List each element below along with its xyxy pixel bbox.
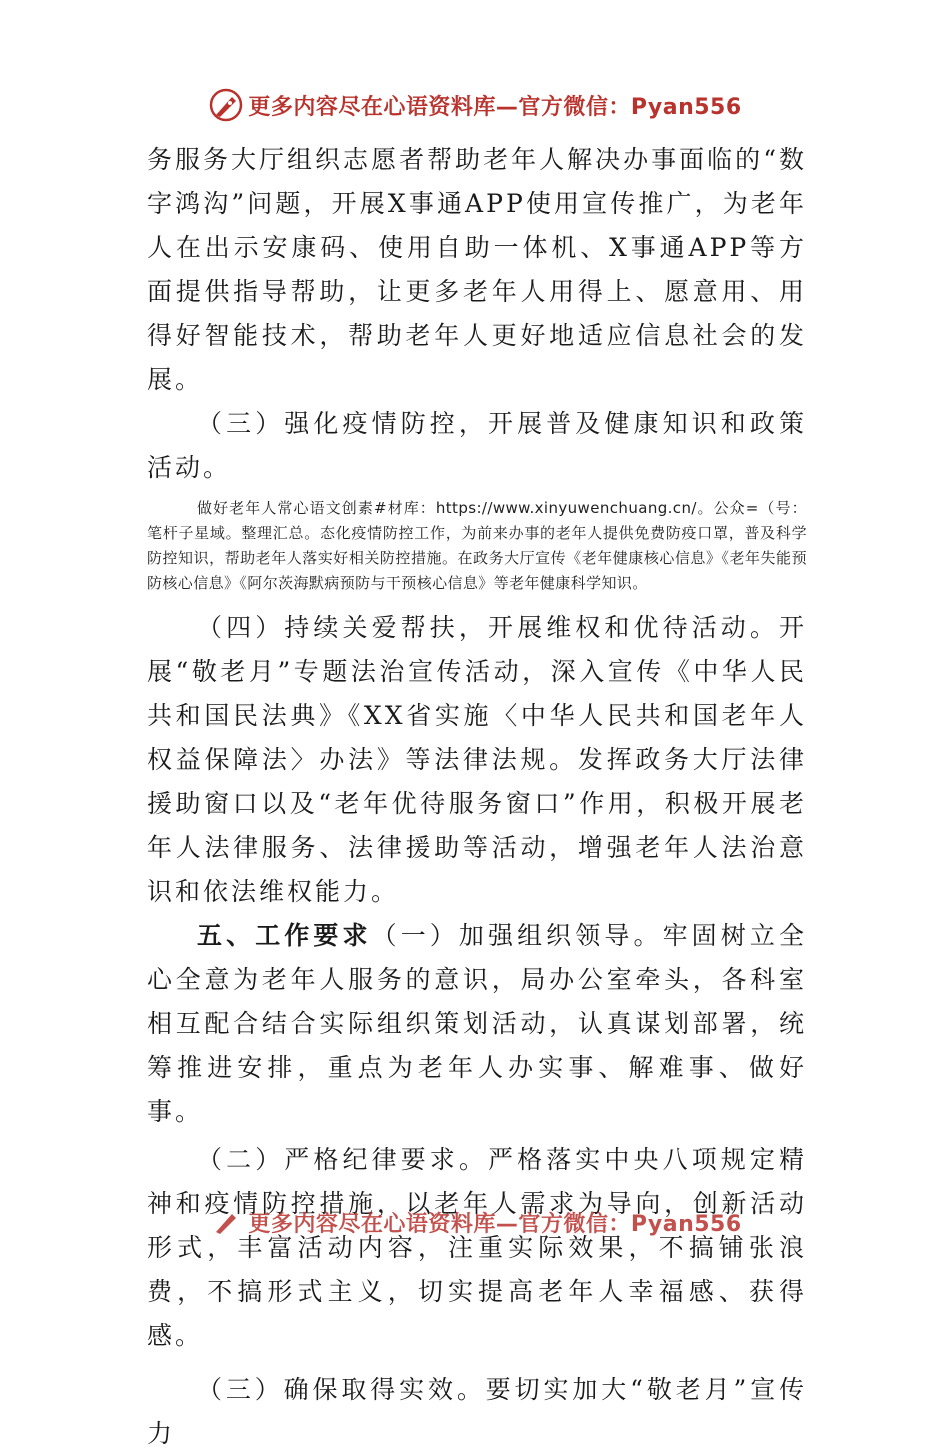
paragraph-5-text: （一）加强组织领导。牢固树立全心全意为老年人服务的意识，局办公室牵头，各科室相互配合结合实际组织策划活动，认真谋划部署，统筹推进安排，重点为老年人办实事、解难事、做好事。 [147,921,807,1126]
paragraph-1: 务服务大厅组织志愿者帮助老年人解决办事面临的“数字鸿沟”问题，开展X事通APP使用宣传推广，为老年人在出示安康码、使用自助一体机、X事通APP等方面提供指导帮助，让更多老年人用得上、愿意用、用得好智能技术，帮助老年人更好地适应信息社会的发展。 [147,145,807,394]
paragraph-6: （二）严格纪律要求。严格落实中央八项规定精神和疫情防控措施，以老年人需求为导向，创新活动形式，丰富活动内容，注重实际效果，不搞铺张浪费，不搞形式主义，切实提高老年人幸福感、获得感。 [147,1145,807,1350]
section-heading: 五、工作要求 [197,921,372,950]
paragraph-5 [147,914,807,1134]
paragraph-7: （三）确保取得实效。要切实加大“敬老月”宣传力 [147,1375,807,1448]
paragraph-2: （三）强化疫情防控，开展普及健康知识和政策活动。 [147,409,807,482]
paragraph-3-small: 做好老年人常心语文创素#材库：https://www.xinyuwenchuang.cn/。公众=（号：笔杆子星域。整理汇总。态化疫情防控工作，为前来办事的老年人提供免费防疫口罩，普及科学防控知识，帮助老年人落实好相关防控措施。在政务大厅宣传《老年健康核心信息》《老年失能预防核心信息》《阿尔茨海默病预防与干预核心信息》等老年健康科学知识。 [147,499,807,592]
pen-nib-logo-icon [208,87,244,123]
footer-banner-text: 更多内容尽在心语资料库—官方微信：Pyan556 [248,1211,742,1237]
paragraph-4: （四）持续关爱帮扶，开展维权和优待活动。开展“敬老月”专题法治宣传活动，深入宣传《中华人民共和国民法典》《XX省实施〈中华人民共和国老年人权益保障法〉办法》等法律法规。发挥政务大厅法律援助窗口以及“老年优待服务窗口”作用，积极开展老年人法律服务、法律援助等活动，增强老年人法治意识和依法维权能力。 [147,613,807,906]
footer-banner [0,1200,950,1244]
header-banner [0,80,950,130]
footer-logo-icon [208,1204,244,1240]
header-banner-text: 更多内容尽在心语资料库—官方微信：Pyan556 [248,94,742,120]
document-body [147,138,807,1456]
